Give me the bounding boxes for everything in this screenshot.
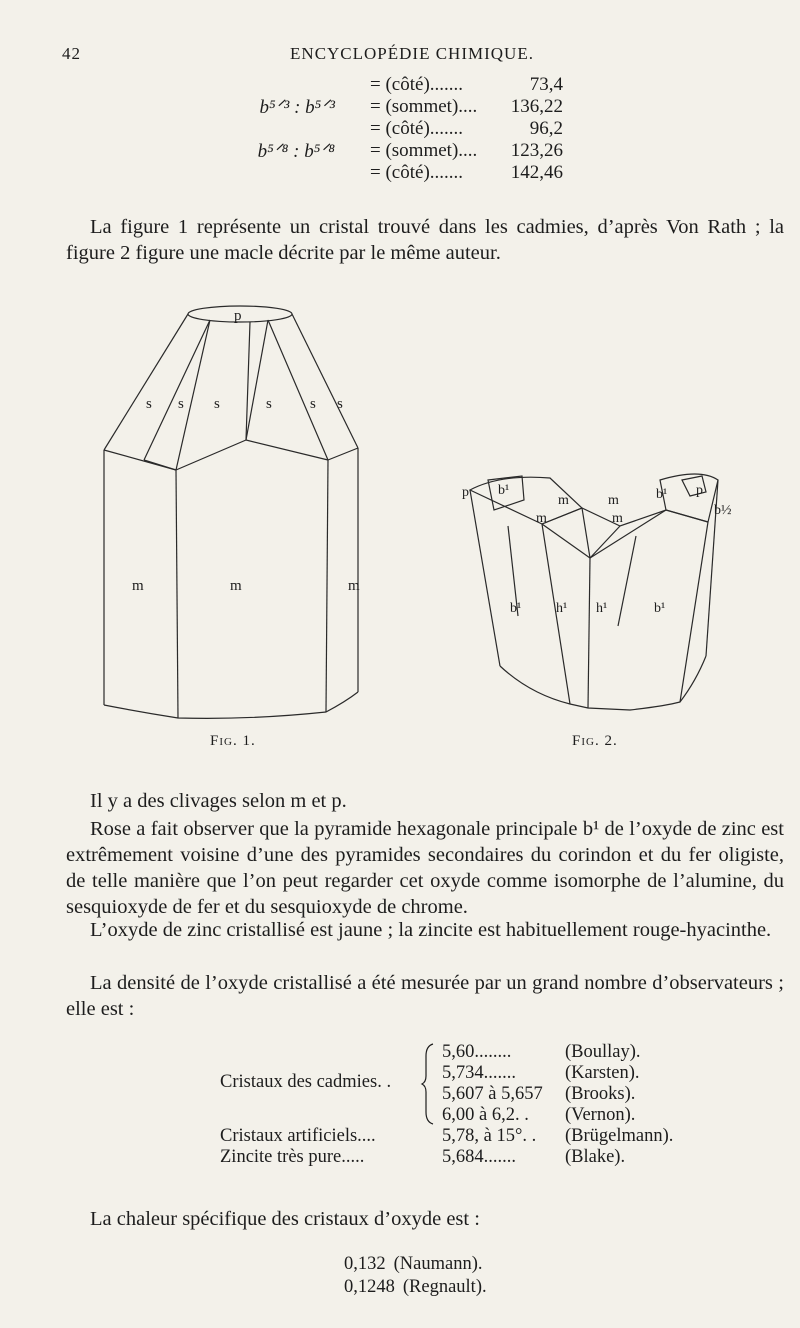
angle-value: 136,22 [510,96,563,117]
page-number: 42 [62,44,81,63]
angle-label: = (côté)....... [370,162,464,183]
fig1-label-s: s [266,396,272,412]
fig2-label-m: m [536,511,547,526]
density-value: 5,78, à 15°. . [442,1126,537,1146]
density-row [200,1126,720,1146]
paragraph-density-intro: La densité de l’oxyde cristallisé a été mesurée par un grand nombre d’observateurs ; elle est : [66,972,784,1020]
angle-label: = (côté)....... [370,74,464,95]
density-value: 5,60........ [442,1042,512,1062]
fig1-label-s: s [214,396,220,412]
density-cadmies-group [200,1042,720,1126]
paragraph-rose: Rose a fait observer que la pyramide hexagonale principale b¹ de l’oxyde de zinc est extrêmement voisine d’une des pyramides secondaires du corindon et du fer oligiste, de telle manière que l’on peut regarder cet oxyde comme isomorphe de l’alumine, du sesquioxyde de fer et du sesquioxyde de chrome. [66,818,784,918]
angle-label: = (sommet).... [370,96,478,117]
figure-1-crystal-drawing [90,300,370,725]
density-row [200,1147,720,1167]
density-observer: (Blake). [565,1147,626,1167]
running-title: ENCYCLOPÉDIE CHIMIQUE. [290,44,534,63]
specific-heat-value: 0,132 [344,1254,386,1274]
density-row [200,1084,720,1104]
density-row [200,1105,720,1125]
fig2-label-h1: h¹ [596,601,608,616]
figure-1-caption: Fig. 1. [210,733,256,749]
density-observer: (Brooks). [565,1084,636,1104]
density-value: 6,00 à 6,2. . [442,1105,529,1125]
angle-row [180,96,600,118]
specific-heat-observer: (Naumann). [393,1254,483,1274]
fig1-label-m: m [132,578,144,594]
density-label: Cristaux artificiels.... [220,1126,376,1146]
density-value: 5,607 à 5,657 [442,1084,543,1104]
density-value: 5,684....... [442,1147,516,1167]
page-header [62,44,762,68]
fig2-label-m: m [612,511,623,526]
paragraph-figures-intro: La figure 1 représente un cristal trouvé dans les cadmies, d’après Von Rath ; la figure 2 figure une macle décrite par le même auteur. [66,216,784,264]
fig1-label-m: m [230,578,242,594]
angle-table [180,74,600,184]
angle-faces: b⁵ᐟ⁸ : b⁵ᐟ⁸ [257,141,335,162]
figure-2-caption: Fig. 2. [572,733,618,749]
fig2-label-b1: b¹ [498,483,510,498]
angle-row [180,74,600,96]
fig2-label-h1: h¹ [556,601,568,616]
specific-heat-row [344,1277,487,1298]
density-observer: (Vernon). [565,1105,636,1125]
fig1-label-p: p [234,308,242,324]
density-table [200,1042,720,1167]
angle-label: = (côté)....... [370,118,464,139]
density-group-label: Cristaux des cadmies. . [220,1072,392,1092]
density-row [200,1042,720,1062]
angle-value: 142,46 [510,162,563,183]
fig2-label-p: p [462,485,469,500]
paragraph-specific-heat: La chaleur spécifique des cristaux d’oxyde est : [90,1208,480,1230]
density-observer: (Brügelmann). [565,1126,674,1146]
angle-faces: b⁵ᐟ³ : b⁵ᐟ³ [259,97,335,118]
fig2-label-b1: b¹ [656,487,668,502]
angle-row [180,162,600,184]
paragraph-color: L’oxyde de zinc cristallisé est jaune ; la zincite est habituellement rouge-hyacinthe. [90,919,772,941]
fig2-label-b12: b½ [714,503,732,518]
specific-heat-observer: (Regnault). [402,1277,487,1297]
paragraph-cleavage: Il y a des clivages selon m et p. [90,790,347,812]
specific-heat-value: 0,1248 [344,1277,395,1297]
angle-value: 123,26 [510,140,563,161]
density-value: 5,734....... [442,1063,516,1083]
density-observer: (Boullay). [565,1042,641,1062]
angle-value: 73,4 [529,74,563,95]
fig1-label-m: m [348,578,360,594]
angle-row [180,140,600,162]
fig1-label-s: s [178,396,184,412]
fig2-label-m: m [558,493,569,508]
angle-label: = (sommet).... [370,140,478,161]
fig2-label-m: m [608,493,619,508]
fig2-label-b1: b¹ [654,601,666,616]
density-label: Zincite très pure..... [220,1147,365,1167]
specific-heat-row [344,1254,483,1275]
fig1-label-s: s [310,396,316,412]
figure-2-twin-crystal-drawing [460,466,750,726]
fig2-label-b1: b¹ [510,601,522,616]
fig1-label-s: s [337,396,343,412]
angle-value: 96,2 [529,118,563,139]
density-row [200,1063,720,1083]
fig1-label-s: s [146,396,152,412]
angle-row [180,118,600,140]
density-observer: (Karsten). [565,1063,640,1083]
fig2-label-p: p [696,483,703,498]
